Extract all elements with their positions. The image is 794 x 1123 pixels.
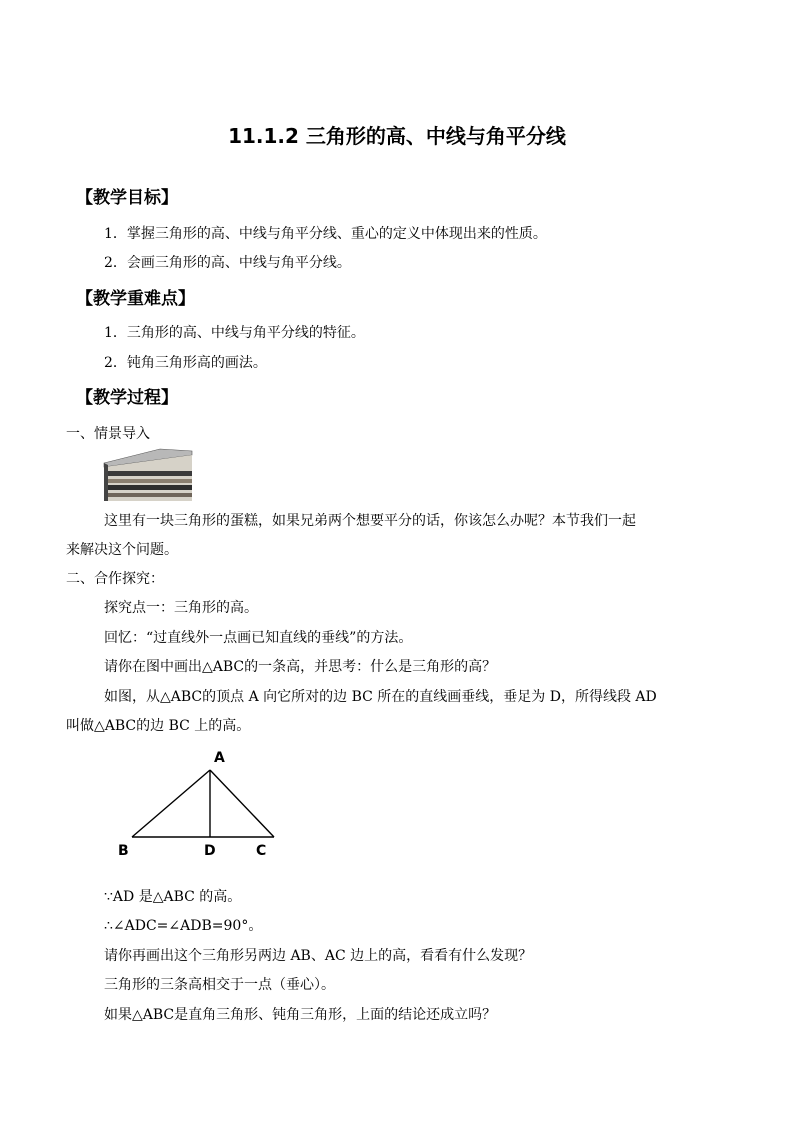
question-text: 请你再画出这个三角形另两边 AB、AC 边上的高，看看有什么发现？	[104, 948, 533, 964]
definition-line2: 叫做△ABC的边 BC 上的高。	[66, 718, 251, 734]
vertex-c-label: C	[256, 843, 267, 859]
question-text: 请你在图中画出△ABC的一条高，并思考：什么是三角形的高？	[104, 659, 497, 675]
goals-heading: 【教学目标】	[76, 188, 178, 208]
since-statement: ∵AD 是△ABC 的高。	[104, 889, 242, 905]
process-heading: 【教学过程】	[76, 388, 178, 408]
cake-image	[100, 445, 200, 503]
foot-d-label: D	[204, 843, 216, 859]
explore-point: 探究点一：三角形的高。	[104, 600, 258, 616]
intro-text-line1: 这里有一块三角形的蛋糕，如果兄弟两个想要平分的话，你该怎么办呢？本节我们一起	[104, 513, 636, 529]
definition-line1: 如图，从△ABC的顶点 A 向它所对的边 BC 所在的直线画垂线，垂足为 D，所得线段 AD	[104, 689, 657, 705]
section-explore-title: 二、合作探究：	[66, 571, 164, 587]
recall-text: 回忆：“过直线外一点画已知直线的垂线”的方法。	[104, 630, 413, 646]
vertex-a-label: A	[214, 750, 225, 766]
question-text: 如果△ABC是直角三角形、钝角三角形，上面的结论还成立吗？	[104, 1007, 497, 1023]
goal-item: 2．会画三角形的高、中线与角平分线。	[104, 255, 351, 271]
page-title: 11.1.2 三角形的高、中线与角平分线	[228, 124, 566, 148]
conclusion-text: 三角形的三条高相交于一点（垂心）。	[104, 977, 335, 993]
therefore-statement: ∴∠ADC=∠ADB=90°。	[104, 918, 263, 934]
triangle-figure	[112, 748, 282, 866]
key-points-heading: 【教学重难点】	[76, 289, 195, 309]
key-point-item: 2．钝角三角形高的画法。	[104, 355, 267, 371]
key-point-item: 1．三角形的高、中线与角平分线的特征。	[104, 325, 365, 341]
vertex-b-label: B	[118, 843, 129, 859]
intro-text-line2: 来解决这个问题。	[66, 542, 178, 558]
goal-item: 1．掌握三角形的高、中线与角平分线、重心的定义中体现出来的性质。	[104, 226, 547, 242]
section-intro-title: 一、情景导入	[66, 426, 150, 442]
